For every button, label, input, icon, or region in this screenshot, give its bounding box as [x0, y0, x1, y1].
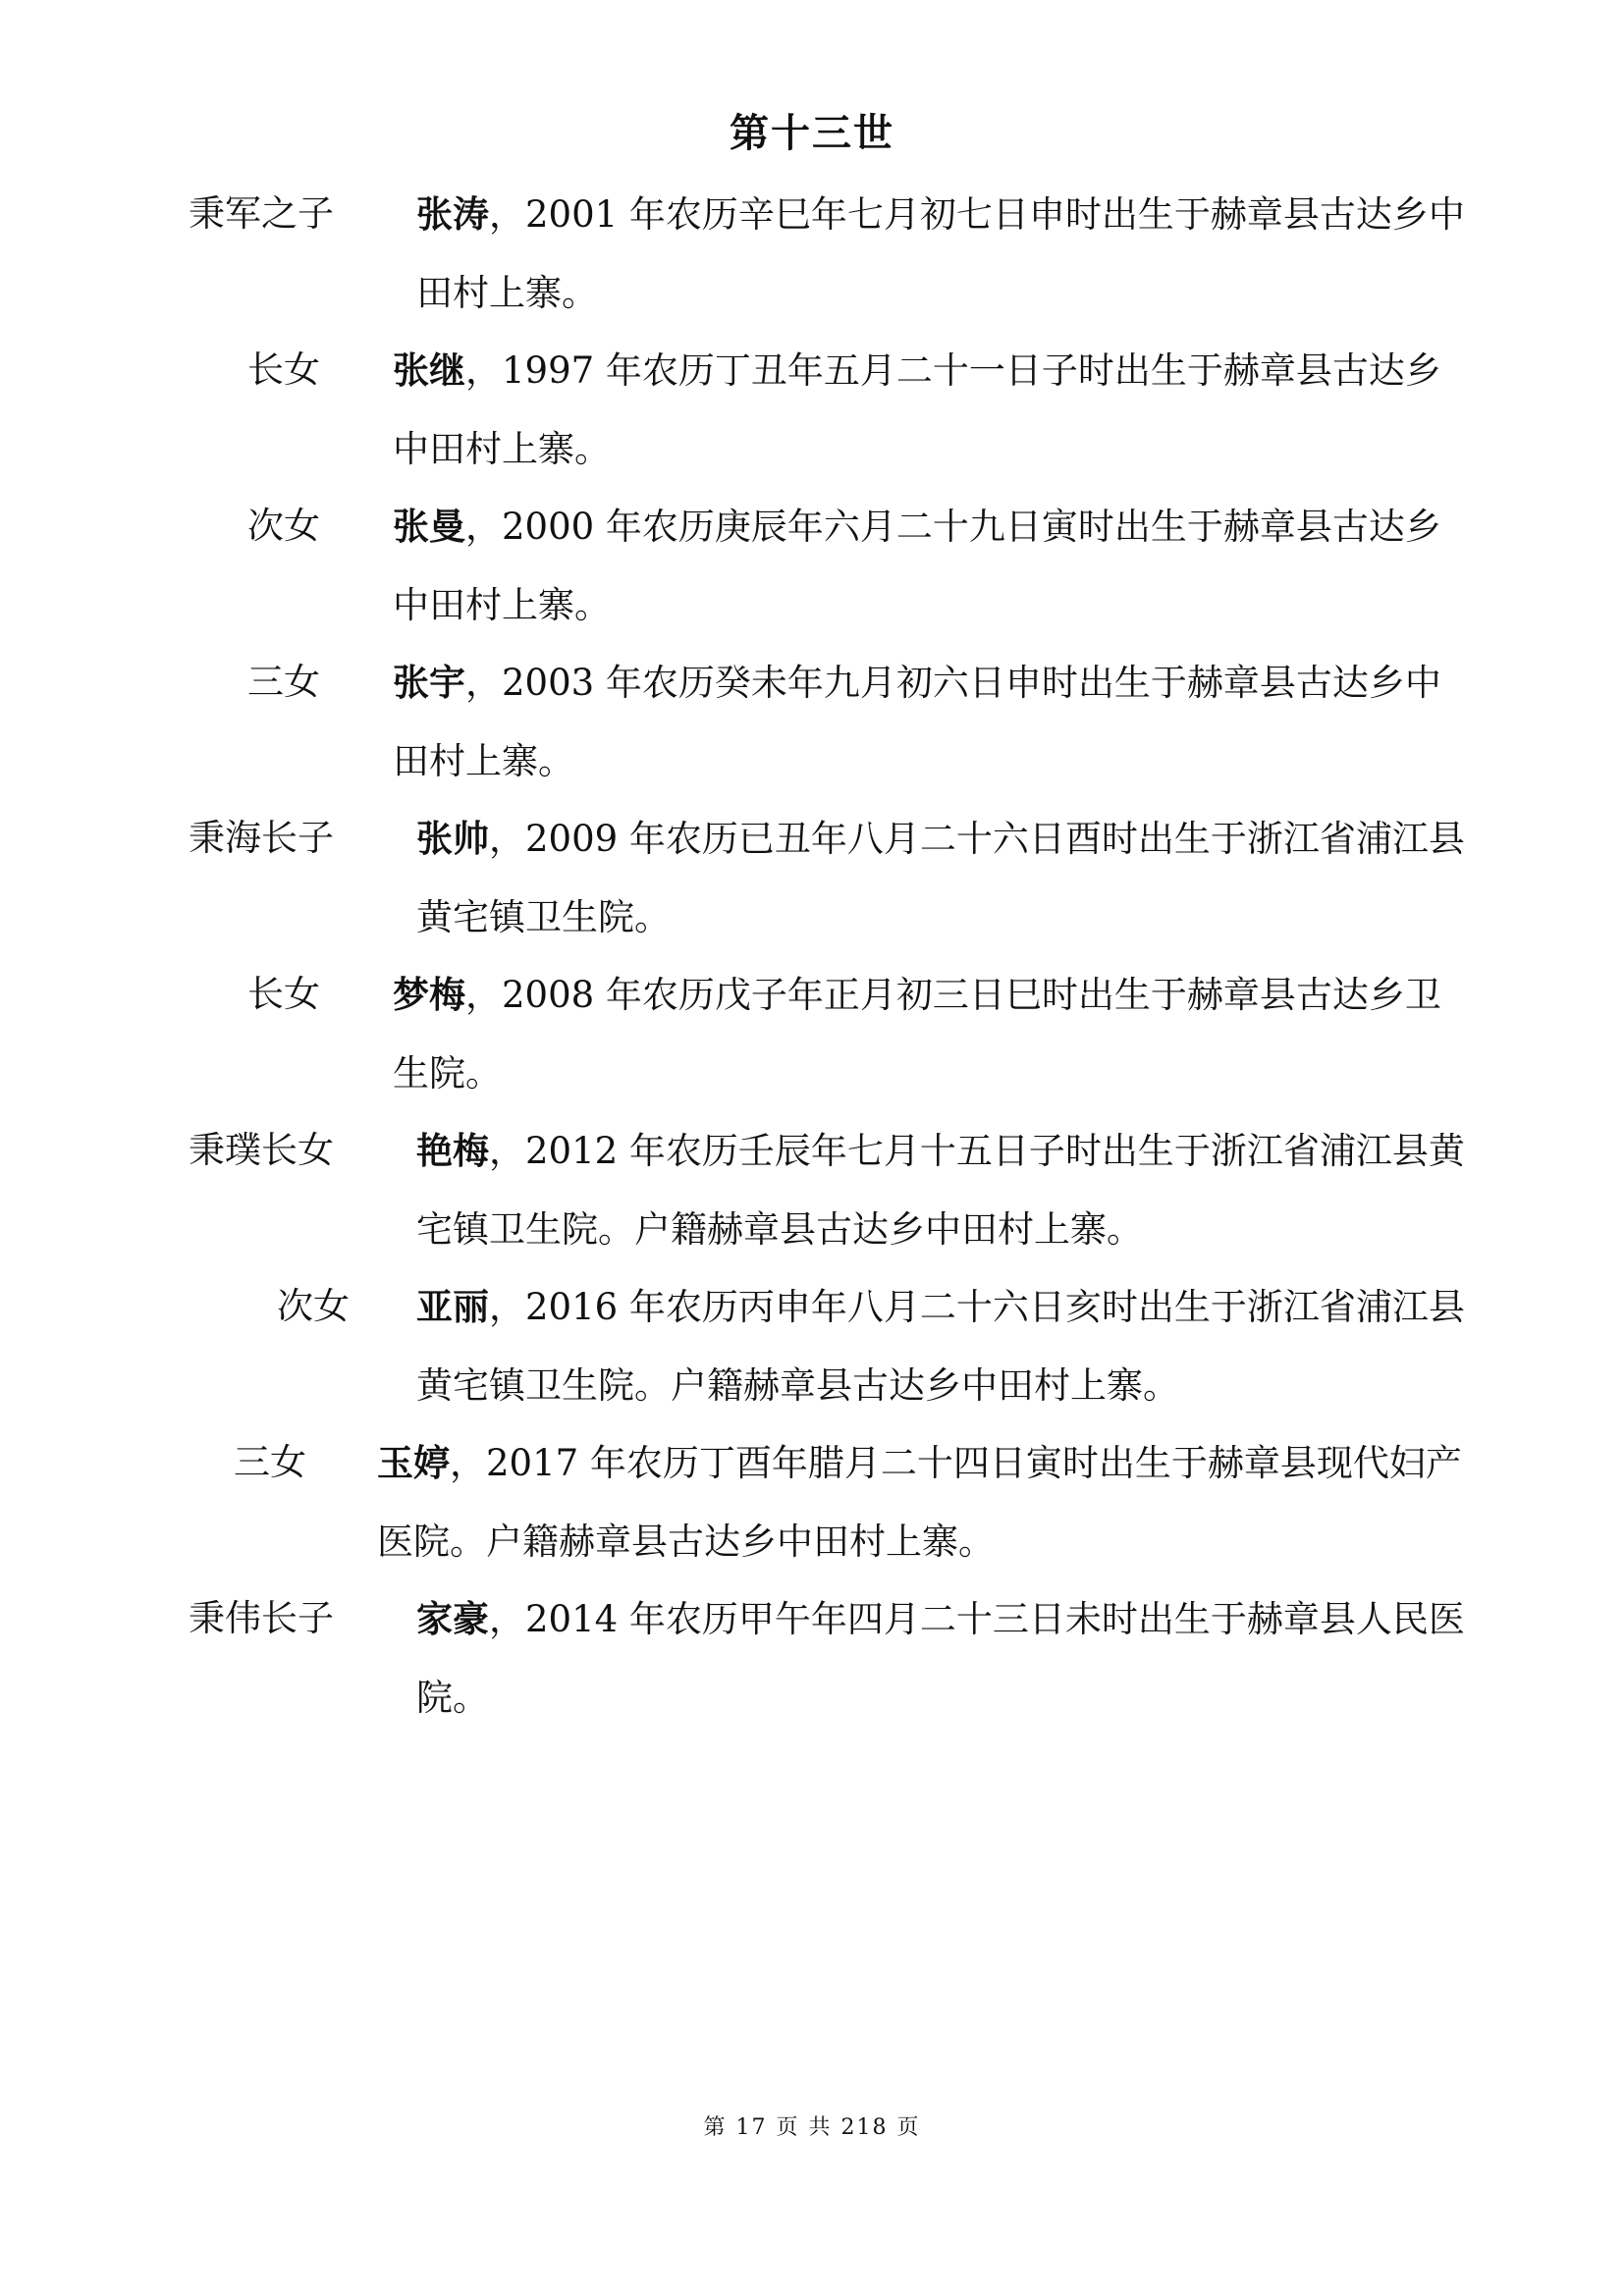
entry-text: ，2012 年农历壬辰年七月十五日子时出生于浙江省浦江县黄宅镇卫生院。户籍赫章县古达乡中田村上寨。: [416, 1130, 1465, 1251]
entry-body: [416, 1579, 1467, 1737]
page-footer: 第 17 页 共 218 页: [703, 2115, 921, 2140]
entry-name: 张继: [393, 348, 465, 392]
entry-name: 家豪: [416, 1597, 489, 1640]
entry-text: ，2016 年农历丙申年八月二十六日亥时出生于浙江省浦江县黄宅镇卫生院。户籍赫章县古达乡中田村上寨。: [416, 1286, 1465, 1407]
entry-relation: 三女: [234, 1441, 306, 1483]
entry-name: 张涛: [416, 192, 489, 236]
entry-text: ，2001 年农历辛巳年七月初七日申时出生于赫章县古达乡中田村上寨。: [416, 193, 1465, 314]
entry-text: ，2017 年农历丁酉年腊月二十四日寅时出生于赫章县现代妇产医院。户籍赫章县古达乡中田村上寨。: [377, 1442, 1462, 1563]
entry-body: [393, 487, 1467, 645]
entry-text: ，2009 年农历已丑年八月二十六日酉时出生于浙江省浦江县黄宅镇卫生院。: [416, 818, 1465, 938]
entry-relation: 次女: [277, 1285, 350, 1327]
entry-body: [393, 955, 1467, 1113]
entry-text: ，2014 年农历甲午年四月二十三日未时出生于赫章县人民医院。: [416, 1598, 1465, 1719]
entry-relation: 三女: [247, 661, 320, 703]
entry-body: [377, 1423, 1467, 1581]
entry-name: 梦梅: [393, 973, 465, 1016]
entry-body: [416, 175, 1467, 333]
page-title: 第十三世: [730, 110, 894, 156]
entry-relation: 秉璞长女: [189, 1129, 334, 1171]
entry-name: 张宇: [393, 661, 465, 704]
entry-relation: 秉海长子: [189, 817, 334, 859]
entry-relation: 长女: [247, 348, 320, 391]
entry-name: 亚丽: [416, 1285, 489, 1328]
entry-relation: 次女: [247, 505, 320, 547]
entry-name: 玉婷: [377, 1441, 450, 1484]
entry-body: [416, 1111, 1467, 1269]
entry-text: ，2003 年农历癸未年九月初六日申时出生于赫章县古达乡中田村上寨。: [393, 662, 1441, 782]
entry-body: [416, 1267, 1467, 1425]
entry-body: [416, 799, 1467, 957]
entry-body: [393, 643, 1467, 801]
entry-body: [393, 331, 1467, 489]
entry-relation: 秉伟长子: [189, 1597, 334, 1639]
entry-relation: 长女: [247, 973, 320, 1015]
entry-name: 张曼: [393, 505, 465, 548]
entry-relation: 秉军之子: [189, 192, 334, 235]
entry-name: 艳梅: [416, 1129, 489, 1172]
entry-text: ，1997 年农历丁丑年五月二十一日子时出生于赫章县古达乡中田村上寨。: [393, 349, 1441, 470]
entry-text: ，2000 年农历庚辰年六月二十九日寅时出生于赫章县古达乡中田村上寨。: [393, 506, 1441, 626]
entry-name: 张帅: [416, 817, 489, 860]
entry-text: ，2008 年农历戊子年正月初三日巳时出生于赫章县古达乡卫生院。: [393, 974, 1441, 1095]
